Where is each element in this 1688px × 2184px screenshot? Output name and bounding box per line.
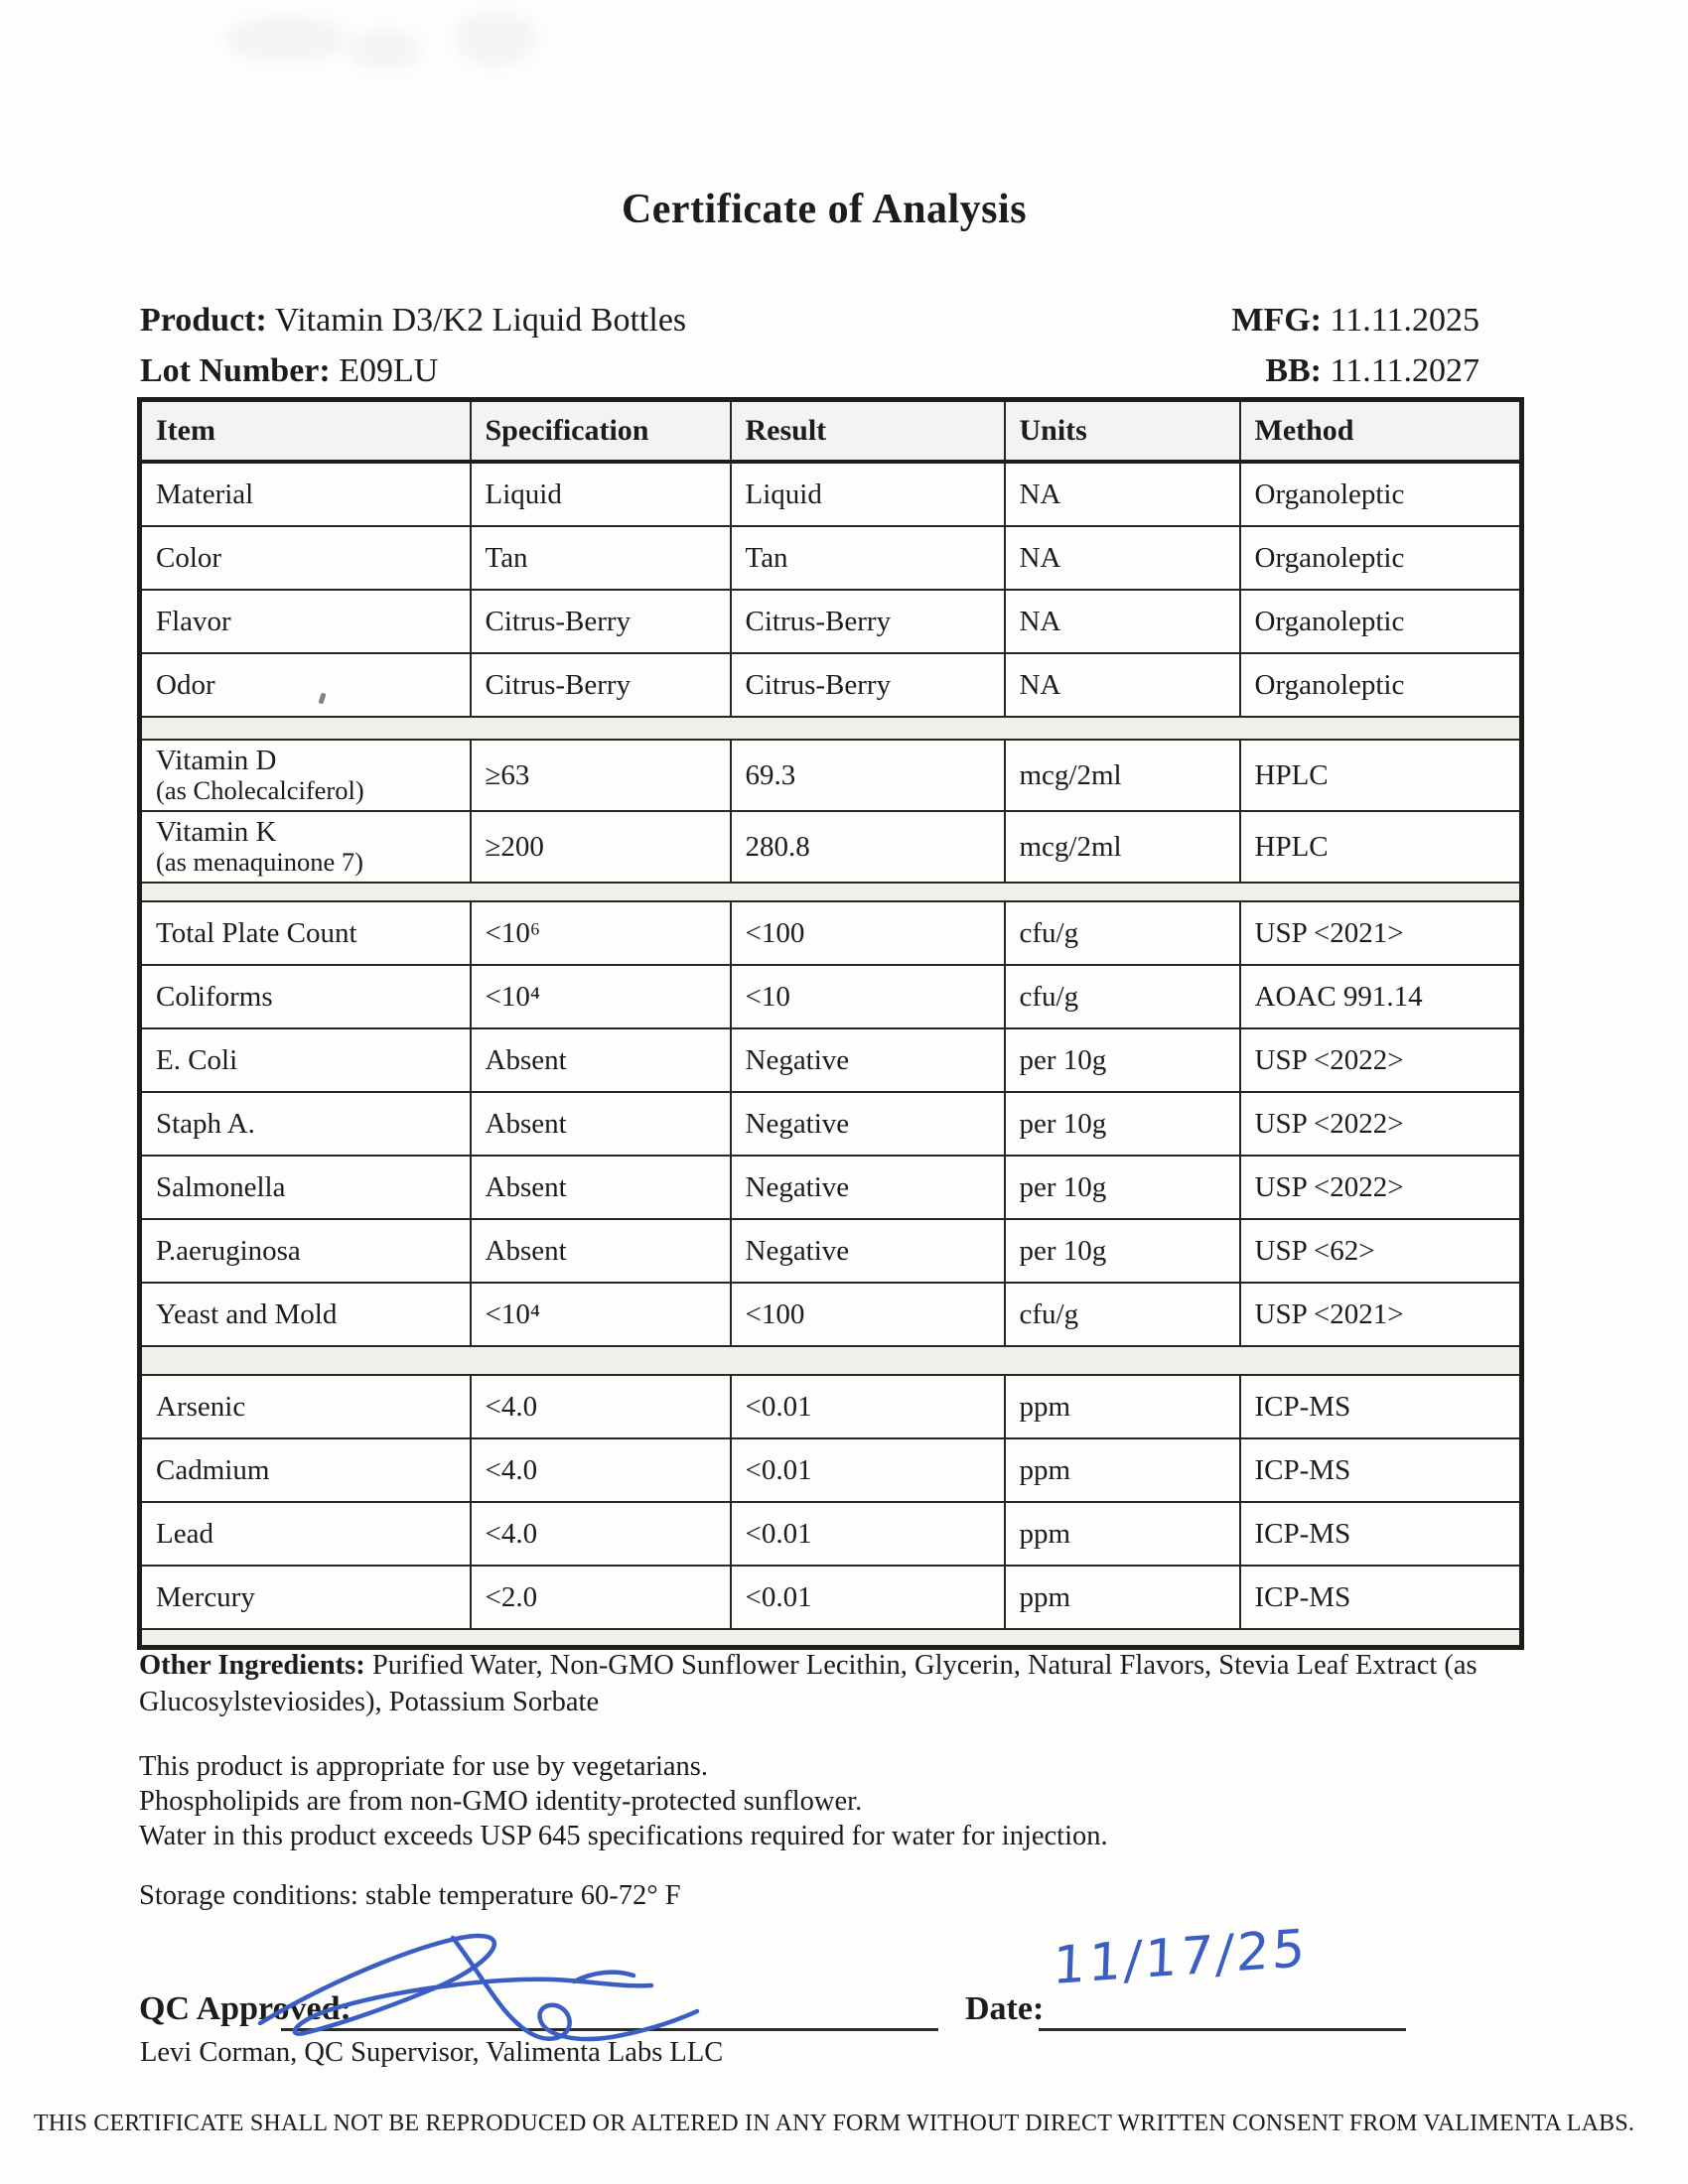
cell-spec: <4.0	[471, 1502, 731, 1566]
lot-value: E09LU	[339, 352, 439, 389]
bb-label: BB:	[1265, 352, 1322, 389]
cell-item: Mercury	[140, 1566, 471, 1629]
cell-spec: ≥200	[471, 811, 731, 883]
table-row	[140, 590, 1522, 653]
table-row	[140, 1375, 1522, 1438]
cell-method: USP <2022>	[1240, 1028, 1522, 1092]
cell-spec: <10⁶	[471, 901, 731, 965]
cell-item: Arsenic	[140, 1375, 471, 1438]
mfg-row	[1195, 295, 1479, 345]
product-label: Product:	[140, 302, 267, 339]
analysis-table-body	[140, 462, 1522, 1648]
table-separator-row	[140, 717, 1522, 740]
cell-method: Organoleptic	[1240, 590, 1522, 653]
date-label: Date:	[965, 1990, 1045, 2027]
note-line: Water in this product exceeds USP 645 specifications required for water for injection.	[139, 1821, 1108, 1851]
cell-spec: ≥63	[471, 740, 731, 811]
table-row	[140, 1028, 1522, 1092]
cell-method: HPLC	[1240, 740, 1522, 811]
cell-units: per 10g	[1005, 1156, 1240, 1219]
scan-artifact	[455, 12, 536, 66]
cell-method: ICP-MS	[1240, 1566, 1522, 1629]
cell-result: Negative	[731, 1219, 1005, 1283]
table-row	[140, 1283, 1522, 1346]
cell-item: Salmonella	[140, 1156, 471, 1219]
column-header-method: Method	[1240, 400, 1522, 463]
cell-result: Negative	[731, 1028, 1005, 1092]
cell-spec: Tan	[471, 526, 731, 590]
column-header-item: Item	[140, 400, 471, 463]
product-info	[140, 295, 686, 396]
cell-result: Negative	[731, 1156, 1005, 1219]
cell-spec: Citrus-Berry	[471, 653, 731, 717]
cell-item: Lead	[140, 1502, 471, 1566]
cell-result: <10	[731, 965, 1005, 1028]
cell-units: ppm	[1005, 1375, 1240, 1438]
cell-result: 280.8	[731, 811, 1005, 883]
handwritten-date: 11/17/25	[1052, 1918, 1310, 1997]
column-header-units: Units	[1005, 400, 1240, 463]
product-notes	[139, 1749, 1549, 1853]
cell-units: per 10g	[1005, 1092, 1240, 1156]
cell-item: Total Plate Count	[140, 901, 471, 965]
table-row	[140, 1092, 1522, 1156]
item-name: Vitamin D	[156, 744, 277, 776]
cell-item: Color	[140, 526, 471, 590]
cell-item: Material	[140, 462, 471, 526]
cell-spec: <10⁴	[471, 1283, 731, 1346]
lot-row	[140, 345, 686, 396]
separator-band	[140, 883, 1522, 901]
cell-spec: Citrus-Berry	[471, 590, 731, 653]
cell-result: Liquid	[731, 462, 1005, 526]
cell-result: Tan	[731, 526, 1005, 590]
product-value: Vitamin D3/K2 Liquid Bottles	[274, 302, 687, 339]
cell-result: Negative	[731, 1092, 1005, 1156]
cell-item: Staph A.	[140, 1092, 471, 1156]
cell-units: NA	[1005, 526, 1240, 590]
handwritten-signature	[246, 1912, 713, 2073]
cell-method: USP <62>	[1240, 1219, 1522, 1283]
table-row	[140, 1219, 1522, 1283]
bb-row	[1195, 345, 1479, 396]
cell-method: ICP-MS	[1240, 1375, 1522, 1438]
cell-spec: Absent	[471, 1219, 731, 1283]
column-header-specification: Specification	[471, 400, 731, 463]
cell-units: ppm	[1005, 1502, 1240, 1566]
cell-item	[140, 811, 471, 883]
other-ingredients-text: Purified Water, Non-GMO Sunflower Lecithin, Glycerin, Natural Flavors, Stevia Leaf Extract (as Glucosylsteviosides), Potassium Sorbate	[139, 1650, 1477, 1717]
cell-item	[140, 740, 471, 811]
cell-units: NA	[1005, 462, 1240, 526]
cell-spec: <10⁴	[471, 965, 731, 1028]
cell-result: <100	[731, 1283, 1005, 1346]
scan-artifact	[226, 16, 348, 62]
cell-item: E. Coli	[140, 1028, 471, 1092]
cell-item: P.aeruginosa	[140, 1219, 471, 1283]
cell-units: NA	[1005, 653, 1240, 717]
cell-result: <0.01	[731, 1375, 1005, 1438]
mfg-label: MFG:	[1231, 302, 1322, 339]
cell-spec: <4.0	[471, 1375, 731, 1438]
cell-spec: Liquid	[471, 462, 731, 526]
footer-disclaimer: THIS CERTIFICATE SHALL NOT BE REPRODUCED OR ALTERED IN ANY FORM WITHOUT DIRECT WRITTEN CONSENT FROM VALIMENTA LABS.	[33, 2111, 1635, 2136]
qc-supervisor-name: Levi Corman, QC Supervisor, Valimenta Labs LLC	[140, 2037, 724, 2068]
cell-result: 69.3	[731, 740, 1005, 811]
note-line: This product is appropriate for use by vegetarians.	[139, 1751, 708, 1782]
cell-method: USP <2022>	[1240, 1092, 1522, 1156]
cell-spec: <4.0	[471, 1438, 731, 1502]
cell-spec: Absent	[471, 1156, 731, 1219]
table-row	[140, 811, 1522, 883]
cell-method: ICP-MS	[1240, 1502, 1522, 1566]
table-row	[140, 1438, 1522, 1502]
cell-item: Odor	[140, 653, 471, 717]
item-name: Vitamin K	[156, 815, 277, 848]
cell-method: Organoleptic	[1240, 653, 1522, 717]
table-separator-row	[140, 883, 1522, 901]
table-row	[140, 965, 1522, 1028]
cell-units: ppm	[1005, 1566, 1240, 1629]
cell-method: Organoleptic	[1240, 462, 1522, 526]
cell-item: Cadmium	[140, 1438, 471, 1502]
cell-method: ICP-MS	[1240, 1438, 1522, 1502]
cell-units: cfu/g	[1005, 965, 1240, 1028]
table-row	[140, 462, 1522, 526]
note-line: Phospholipids are from non-GMO identity-protected sunflower.	[139, 1786, 863, 1817]
separator-band	[140, 1346, 1522, 1375]
cell-units: mcg/2ml	[1005, 811, 1240, 883]
table-row	[140, 740, 1522, 811]
other-ingredients	[139, 1647, 1481, 1720]
table-row	[140, 901, 1522, 965]
table-row	[140, 526, 1522, 590]
cell-result: Citrus-Berry	[731, 590, 1005, 653]
table-row	[140, 1566, 1522, 1629]
page-title: Certificate of Analysis	[621, 187, 1028, 232]
cell-method: USP <2021>	[1240, 901, 1522, 965]
other-ingredients-label: Other Ingredients:	[139, 1650, 365, 1681]
cell-units: cfu/g	[1005, 1283, 1240, 1346]
cell-spec: Absent	[471, 1028, 731, 1092]
cell-method: USP <2022>	[1240, 1156, 1522, 1219]
cell-units: per 10g	[1005, 1219, 1240, 1283]
cell-units: cfu/g	[1005, 901, 1240, 965]
cell-spec: Absent	[471, 1092, 731, 1156]
scan-artifact	[350, 30, 421, 69]
cell-method: Organoleptic	[1240, 526, 1522, 590]
cell-item: Flavor	[140, 590, 471, 653]
storage-conditions: Storage conditions: stable temperature 60-72° F	[139, 1880, 681, 1911]
cell-method: AOAC 991.14	[1240, 965, 1522, 1028]
product-row	[140, 295, 686, 345]
bb-value: 11.11.2027	[1330, 352, 1479, 389]
date-line	[1039, 2028, 1406, 2031]
table-row	[140, 1502, 1522, 1566]
table-separator-row	[140, 1629, 1522, 1648]
cell-result: <0.01	[731, 1566, 1005, 1629]
cell-result: Citrus-Berry	[731, 653, 1005, 717]
column-header-result: Result	[731, 400, 1005, 463]
date-info	[1195, 295, 1479, 396]
cell-result: <0.01	[731, 1502, 1005, 1566]
table-row	[140, 1156, 1522, 1219]
cell-units: per 10g	[1005, 1028, 1240, 1092]
separator-band	[140, 1629, 1522, 1648]
cell-result: <0.01	[731, 1438, 1005, 1502]
item-subname: (as menaquinone 7)	[156, 847, 363, 878]
cell-units: NA	[1005, 590, 1240, 653]
cell-result: <100	[731, 901, 1005, 965]
separator-band	[140, 717, 1522, 740]
cell-units: mcg/2ml	[1005, 740, 1240, 811]
table-row	[140, 653, 1522, 717]
cell-spec: <2.0	[471, 1566, 731, 1629]
qc-approved-label: QC Approved:	[139, 1990, 352, 2027]
lot-label: Lot Number:	[140, 352, 331, 389]
analysis-table	[137, 397, 1524, 1650]
cell-method: USP <2021>	[1240, 1283, 1522, 1346]
cell-item: Coliforms	[140, 965, 471, 1028]
cell-units: ppm	[1005, 1438, 1240, 1502]
mfg-value: 11.11.2025	[1330, 302, 1479, 339]
cell-method: HPLC	[1240, 811, 1522, 883]
cell-item: Yeast and Mold	[140, 1283, 471, 1346]
table-header-row	[140, 400, 1522, 463]
item-subname: (as Cholecalciferol)	[156, 775, 364, 806]
table-separator-row	[140, 1346, 1522, 1375]
